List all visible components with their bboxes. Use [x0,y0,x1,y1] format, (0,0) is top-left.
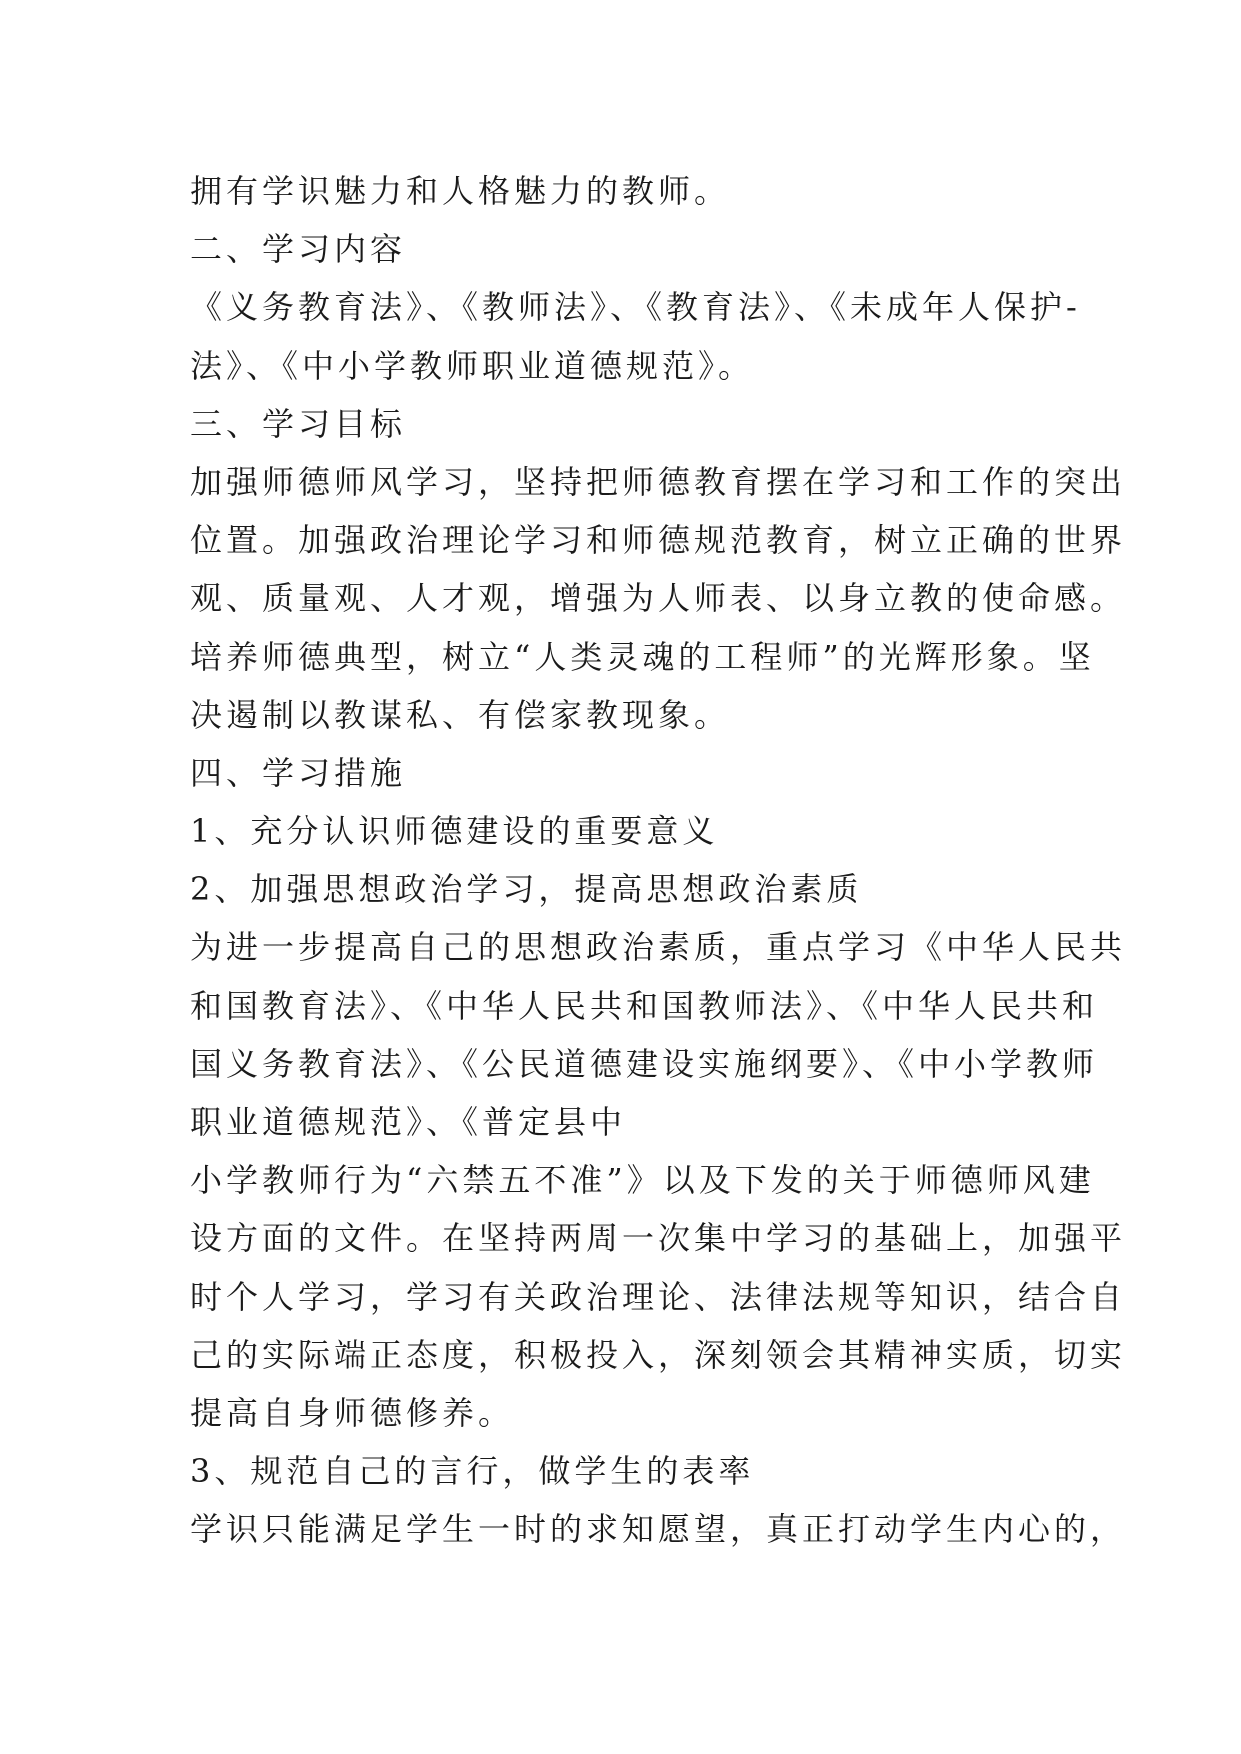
list-item-heading: 3、规范自己的言行，做学生的表率 [190,1452,755,1491]
text-line: 观、质量观、人才观，增强为人师表、以身立教的使命感。 [190,579,1127,618]
text-line: 为进一步提高自己的思想政治素质，重点学习《中华人民共 [190,928,1127,967]
text-line: 学识只能满足学生一时的求知愿望，真正打动学生内心的， [190,1510,1127,1549]
document-body [190,162,1127,1559]
section-heading-study-measures: 四、学习措施 [190,753,407,792]
text-line: 小学教师行为“六禁五不准”》以及下发的关于师德师风建 [190,1161,1095,1200]
section-heading-study-goals: 三、学习目标 [190,404,407,443]
section-heading-study-content: 二、学习内容 [190,230,407,269]
text-line: 时个人学习，学习有关政治理论、法律法规等知识，结合自 [190,1277,1127,1316]
text-line: 培养师德典型，树立“人类灵魂的工程师”的光辉形象。坚 [190,637,1095,676]
list-item-heading: 2、加强思想政治学习，提高思想政治素质 [190,870,863,909]
text-line: 法》、《中小学教师职业道德规范》。 [190,346,755,385]
text-line: 己的实际端正态度，积极投入，深刻领会其精神实质，切实 [190,1335,1127,1374]
text-line: 决遏制以教谋私、有偿家教现象。 [190,695,731,734]
text-line: 职业道德规范》、《普定县中 [190,1103,627,1141]
text-line: 设方面的文件。在坚持两周一次集中学习的基础上，加强平 [190,1219,1127,1258]
text-line: 《义务教育法》、《教师法》、《教育法》、《未成年人保护- [190,288,1081,327]
list-item-heading: 1、充分认识师德建设的重要意义 [190,812,719,851]
text-line: 拥有学识魅力和人格魅力的教师。 [190,172,731,210]
text-line: 国义务教育法》、《公民道德建设实施纲要》、《中小学教师 [190,1044,1099,1083]
text-line: 提高自身师德修养。 [190,1393,515,1432]
text-line: 加强师德师风学习，坚持把师德教育摆在学习和工作的突出 [190,462,1127,501]
text-line: 位置。加强政治理论学习和师德规范教育，树立正确的世界 [190,521,1127,560]
text-line: 和国教育法》、《中华人民共和国教师法》、《中华人民共和 [190,986,1099,1025]
